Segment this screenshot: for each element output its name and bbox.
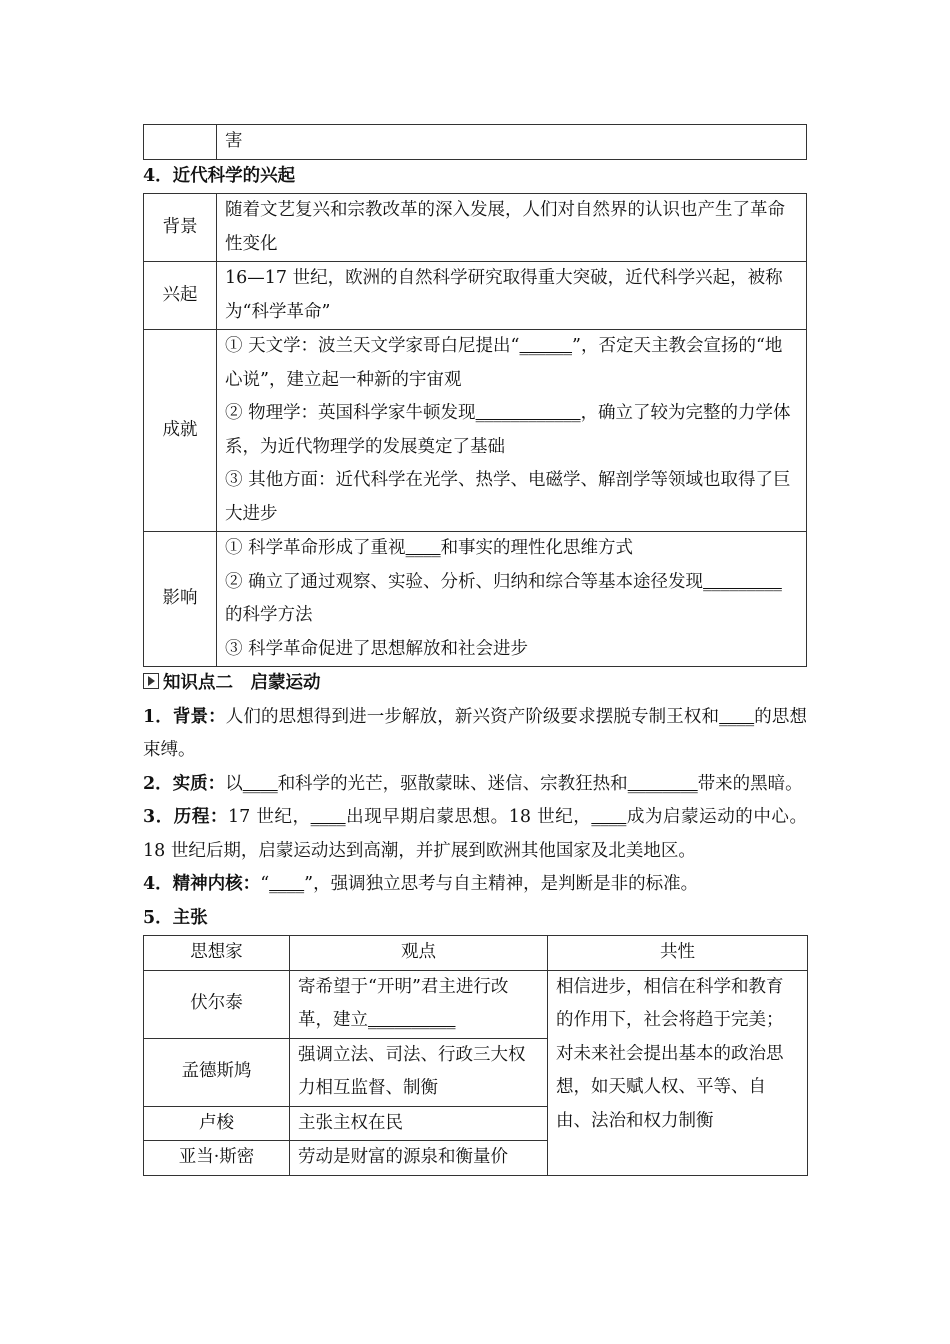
- row-content: [217, 532, 807, 667]
- header-thinker: 思想家: [144, 936, 290, 971]
- point-background: [143, 701, 807, 768]
- page-content: [143, 124, 807, 1176]
- thinker-view: [290, 970, 548, 1038]
- point-essence: [143, 768, 807, 802]
- fill-blank: _________: [703, 571, 782, 592]
- fill-blank: ____: [591, 807, 627, 827]
- text: 带来的黑暗。: [697, 773, 803, 794]
- point-lead: 5．主张: [143, 907, 208, 928]
- thinker-view: 强调立法、司法、行政三大权力相互监督、制衡: [290, 1038, 548, 1106]
- thinkers-table: [143, 935, 808, 1176]
- achievement-item: [225, 397, 798, 464]
- science-row-rise: [144, 262, 807, 330]
- impact-item: [225, 532, 798, 566]
- text: ”，强调独立思考与自主精神，是判断是非的标准。: [304, 874, 699, 894]
- text: ，确立了较为完整的力学体系，为近代物理学的发展奠定了基础: [225, 403, 791, 457]
- header-view: 观点: [290, 936, 548, 971]
- text: 17 世纪，: [228, 807, 311, 827]
- text: 的科学方法: [225, 605, 313, 625]
- row-content: [217, 330, 807, 532]
- text: ② 物理学：英国科学家牛顿发现: [225, 403, 476, 423]
- point-lead: 3．历程：: [143, 807, 228, 827]
- row-label: 兴起: [144, 262, 217, 330]
- point-lead: 2．实质：: [143, 773, 226, 794]
- common-traits: 相信进步，相信在科学和教育的作用下，社会将趋于完美；对未来社会提出基本的政治思想，如天赋人权、平等、自由、法治和权力制衡: [548, 970, 808, 1175]
- row-content: 16—17 世纪，欧洲的自然科学研究取得重大突破，近代科学兴起，被称为“科学革命”: [217, 262, 807, 330]
- thinker-name: 伏尔泰: [144, 970, 290, 1038]
- thinkers-header-row: [144, 936, 808, 971]
- row-label: 影响: [144, 532, 217, 667]
- point-lead: 4．精神内核：: [143, 874, 261, 894]
- point-history: [143, 801, 807, 868]
- text: 和事实的理性化思维方式: [440, 538, 634, 558]
- science-row-background: [144, 194, 807, 262]
- text: ③ 科学革命促进了思想解放和社会进步: [225, 638, 529, 659]
- fill-blank: ____________: [475, 403, 581, 423]
- thinker-name: 孟德斯鸠: [144, 1038, 290, 1106]
- top-table-empty-cell: [144, 125, 217, 160]
- fill-blank: ____: [719, 706, 755, 727]
- point-propositions: [143, 902, 807, 936]
- point-lead: 1．背景：: [143, 706, 226, 727]
- science-row-achievements: [144, 330, 807, 532]
- thinker-row: [144, 970, 808, 1038]
- knowledge-point-2-title: [143, 667, 807, 701]
- text: 寄希望于“开明”君主进行改革，建立: [298, 976, 509, 1030]
- science-row-impact: [144, 532, 807, 667]
- thinker-view: 劳动是财富的源泉和衡量价: [290, 1141, 548, 1176]
- fill-blank: ____: [310, 807, 346, 827]
- play-triangle-icon: [143, 673, 159, 689]
- achievement-item: [225, 464, 798, 531]
- knowledge-point-title-text: 知识点二 启蒙运动: [163, 673, 321, 693]
- thinker-view: 主张主权在民: [290, 1106, 548, 1141]
- section4-heading: 4．近代科学的兴起: [143, 165, 296, 186]
- point-spirit: [143, 868, 807, 902]
- fill-blank: __________: [368, 1010, 456, 1030]
- achievement-item: [225, 330, 798, 397]
- text: ① 天文学：波兰天文学家哥白尼提出“: [225, 336, 520, 356]
- top-table: [143, 124, 807, 160]
- fill-blank: ________: [627, 773, 698, 794]
- text: ① 科学革命形成了重视: [225, 538, 406, 558]
- text: “: [260, 874, 270, 894]
- text: 和科学的光芒，驱散蒙昧、迷信、宗教狂热和: [277, 773, 628, 794]
- text: 人们的思想得到进一步解放，新兴资产阶级要求摆脱专制王权和: [225, 706, 720, 727]
- row-label: 背景: [144, 194, 217, 262]
- text: 成为启蒙运动的中心。18 世纪后期，启蒙运动达到高潮，并扩展到欧洲其他国家及北美地区。: [143, 807, 807, 861]
- text: ③ 其他方面：近代科学在光学、热学、电磁学、解剖学等领域也取得了巨大进步: [225, 470, 791, 524]
- fill-blank: ______: [519, 336, 573, 356]
- row-label: 成就: [144, 330, 217, 532]
- text: 出现早期启蒙思想。18 世纪，: [345, 807, 592, 827]
- impact-item: [225, 566, 798, 633]
- fill-blank: ____: [269, 874, 305, 894]
- text: 的思想束缚。: [143, 706, 808, 760]
- top-table-cell: 害: [217, 125, 807, 160]
- text: 以: [225, 773, 243, 794]
- fill-blank: ____: [405, 538, 441, 558]
- text: ”，否定天主教会宣扬的“地心说”，建立起一种新的宇宙观: [225, 336, 783, 390]
- science-table: [143, 193, 807, 667]
- thinker-name: 卢梭: [144, 1106, 290, 1141]
- header-common: 共性: [548, 936, 808, 971]
- impact-item: [225, 633, 798, 667]
- text: ② 确立了通过观察、实验、分析、归纳和综合等基本途径发现: [225, 571, 704, 592]
- thinker-name: 亚当·斯密: [144, 1141, 290, 1176]
- fill-blank: ____: [242, 773, 278, 794]
- row-content: 随着文艺复兴和宗教改革的深入发展，人们对自然界的认识也产生了革命性变化: [217, 194, 807, 262]
